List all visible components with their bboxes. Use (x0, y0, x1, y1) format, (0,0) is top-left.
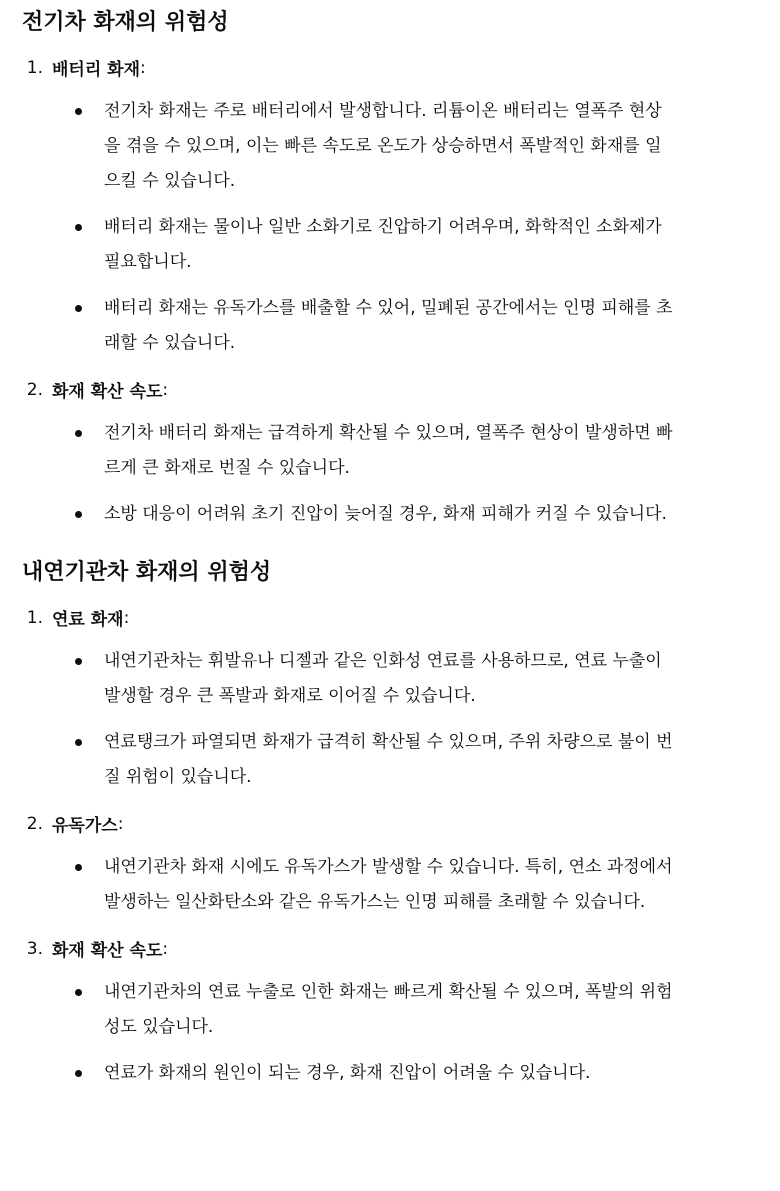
bullet-text: 내연기관차 화재 시에도 유독가스가 발생할 수 있습니다. 특히, 연소 과정에서 발생하는 일산화탄소와 같은 유독가스는 인명 피해를 초래할 수 있습니다. (104, 857, 673, 912)
list-item (22, 725, 676, 795)
item-header (22, 600, 780, 635)
item-title: 배터리 화재 (52, 60, 141, 80)
bullet-list (22, 644, 780, 795)
item-title: 화재 확산 속도 (52, 941, 163, 961)
section-heading: 전기차 화재의 위험성 (22, 10, 229, 35)
colon: : (140, 57, 146, 78)
colon: : (123, 607, 130, 628)
item-header (22, 806, 780, 841)
list-item (22, 497, 676, 532)
numbered-item (22, 372, 780, 532)
item-number: 1. (26, 57, 43, 78)
bullet-text: 내연기관차의 연료 누출로 인한 화재는 빠르게 확산될 수 있으며, 폭발의 위험성도 있습니다. (104, 982, 673, 1037)
list-item (22, 850, 676, 920)
bullet-list (22, 94, 780, 361)
numbered-item (22, 50, 780, 361)
bullet-icon (75, 1070, 82, 1077)
bullet-text: 배터리 화재는 유독가스를 배출할 수 있어, 밀폐된 공간에서는 인명 피해를 초래할 수 있습니다. (104, 298, 673, 353)
bullet-text: 전기차 화재는 주로 배터리에서 발생합니다. 리튬이온 배터리는 열폭주 현상을 겪을 수 있으며, 이는 빠른 속도로 온도가 상승하면서 폭발적인 화재를 일으킬 수 있습니다. (104, 101, 662, 191)
item-number: 2. (26, 813, 43, 834)
bullet-icon (75, 430, 82, 437)
bullet-text: 연료탱크가 파열되면 화재가 급격히 확산될 수 있으며, 주위 차량으로 불이 번질 위험이 있습니다. (104, 732, 673, 787)
numbered-list (22, 50, 780, 532)
list-item (22, 1056, 676, 1091)
item-title: 연료 화재 (52, 610, 124, 630)
item-header (22, 372, 780, 407)
item-title: 유독가스 (52, 816, 118, 836)
numbered-item (22, 806, 780, 920)
numbered-item (22, 600, 780, 795)
item-number: 2. (26, 379, 43, 400)
item-header (22, 50, 780, 85)
item-header (22, 931, 780, 966)
bullet-text: 전기차 배터리 화재는 급격하게 확산될 수 있으며, 열폭주 현상이 발생하면 빠르게 큰 화재로 번질 수 있습니다. (104, 423, 673, 478)
list-item (22, 416, 676, 486)
numbered-item (22, 931, 780, 1091)
bullet-icon (75, 305, 82, 312)
item-title: 화재 확산 속도 (52, 382, 163, 402)
list-item (22, 94, 676, 199)
bullet-list (22, 975, 780, 1091)
bullet-text: 배터리 화재는 물이나 일반 소화기로 진압하기 어려우며, 화학적인 소화제가 필요합니다. (104, 217, 662, 272)
list-item (22, 644, 676, 714)
numbered-list (22, 600, 780, 1091)
list-item (22, 291, 676, 361)
list-item (22, 975, 676, 1045)
bullet-text: 연료가 화재의 원인이 되는 경우, 화재 진압이 어려울 수 있습니다. (104, 1063, 591, 1083)
bullet-icon (75, 658, 82, 665)
item-number: 1. (26, 607, 43, 628)
colon: : (117, 813, 124, 834)
bullet-list (22, 416, 780, 532)
colon: : (162, 379, 169, 400)
bullet-icon (75, 864, 82, 871)
bullet-list (22, 850, 780, 920)
bullet-icon (75, 989, 82, 996)
bullet-icon (75, 224, 82, 231)
bullet-icon (75, 739, 82, 746)
section-heading: 내연기관차 화재의 위험성 (22, 560, 272, 585)
colon: : (162, 938, 169, 959)
bullet-text: 내연기관차는 휘발유나 디젤과 같은 인화성 연료를 사용하므로, 연료 누출이 발생할 경우 큰 폭발과 화재로 이어질 수 있습니다. (104, 651, 662, 706)
list-item (22, 210, 676, 280)
bullet-icon (75, 511, 82, 518)
bullet-text: 소방 대응이 어려워 초기 진압이 늦어질 경우, 화재 피해가 커질 수 있습니다. (104, 504, 667, 524)
item-number: 3. (26, 938, 43, 959)
bullet-icon (75, 108, 82, 115)
